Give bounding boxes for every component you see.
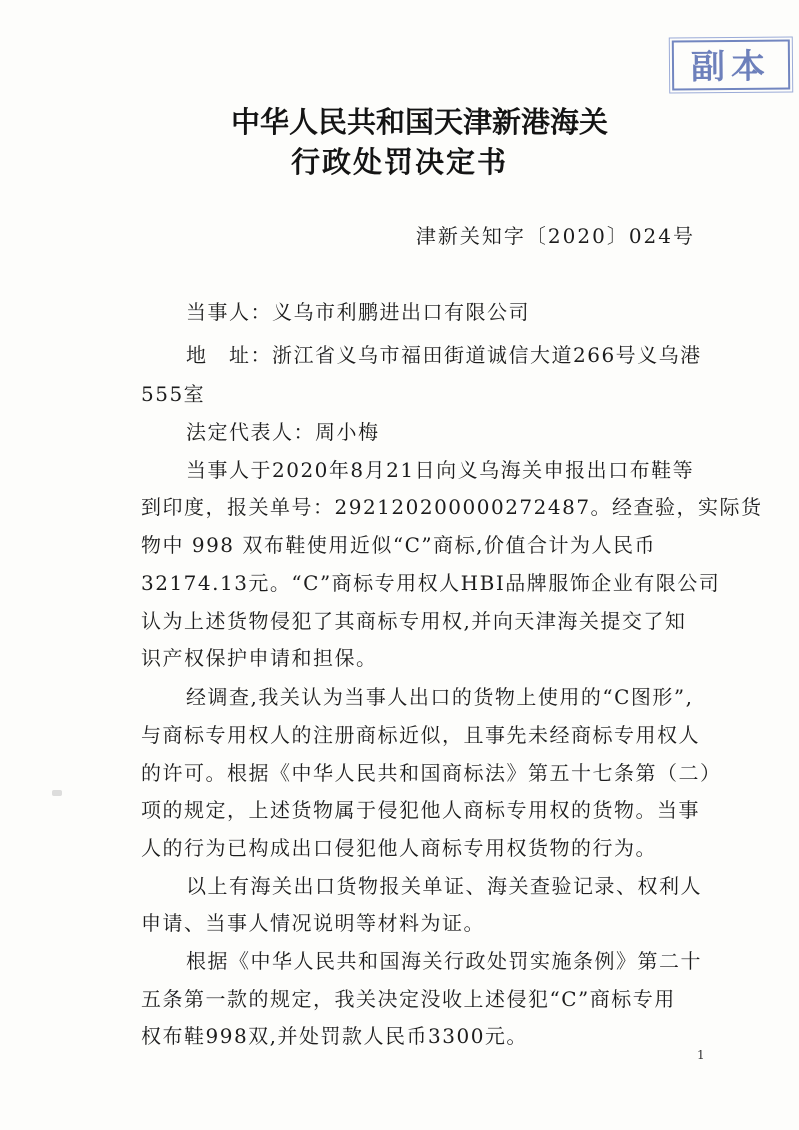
copy-stamp: 副本 xyxy=(672,39,790,90)
investigation-line: 经调查,我关认为当事人出口的货物上使用的“C图形”, xyxy=(186,685,694,709)
facts-line: 识产权保护申请和担保。 xyxy=(141,646,378,670)
facts-line: 32174.13元。“C”商标专用权人HBI品牌服饰企业有限公司 xyxy=(141,571,721,595)
party-address-line: 地 址：浙江省义乌市福田街道诚信大道266号义乌港 xyxy=(186,343,702,367)
scan-speck xyxy=(52,790,62,796)
evidence-line: 以上有海关出口货物报关单证、海关查验记录、权利人 xyxy=(186,874,702,898)
investigation-line: 与商标专用权人的注册商标近似，且事先未经商标专用权人 xyxy=(141,723,700,747)
investigation-line: 的许可。根据《中华人民共和国商标法》第五十七条第（二） xyxy=(141,761,722,785)
document-number: 津新关知字〔2020〕024号 xyxy=(415,224,695,248)
facts-line: 到印度，报关单号：292120200000272487。经查验，实际货 xyxy=(141,495,763,519)
investigation-line: 项的规定，上述货物属于侵犯他人商标专用权的货物。当事 xyxy=(141,798,700,822)
investigation-line: 人的行为已构成出口侵犯他人商标专用权货物的行为。 xyxy=(141,836,657,860)
evidence-line: 申请、当事人情况说明等材料为证。 xyxy=(141,911,485,935)
decision-line: 权布鞋998双,并处罚款人民币3300元。 xyxy=(141,1024,528,1048)
document-title-line2: 行政处罚决定书 xyxy=(290,145,508,179)
party-name-line: 当事人：义乌市利鹏进出口有限公司 xyxy=(186,300,530,324)
facts-line: 物中 998 双布鞋使用近似“C”商标,价值合计为人民币 xyxy=(141,533,656,557)
legal-representative-line: 法定代表人：周小梅 xyxy=(186,420,380,444)
document-title-line1: 中华人民共和国天津新港海关 xyxy=(230,105,608,139)
facts-line: 当事人于2020年8月21日向义乌海关申报出口布鞋等 xyxy=(186,458,695,482)
decision-line: 五条第一款的规定，我关决定没收上述侵犯“C”商标专用 xyxy=(141,987,676,1011)
party-address-continued: 555室 xyxy=(141,382,206,406)
page-number: 1 xyxy=(697,1048,705,1062)
facts-line: 认为上述货物侵犯了其商标专用权,并向天津海关提交了知 xyxy=(141,609,687,633)
decision-line: 根据《中华人民共和国海关行政处罚实施条例》第二十 xyxy=(186,949,702,973)
